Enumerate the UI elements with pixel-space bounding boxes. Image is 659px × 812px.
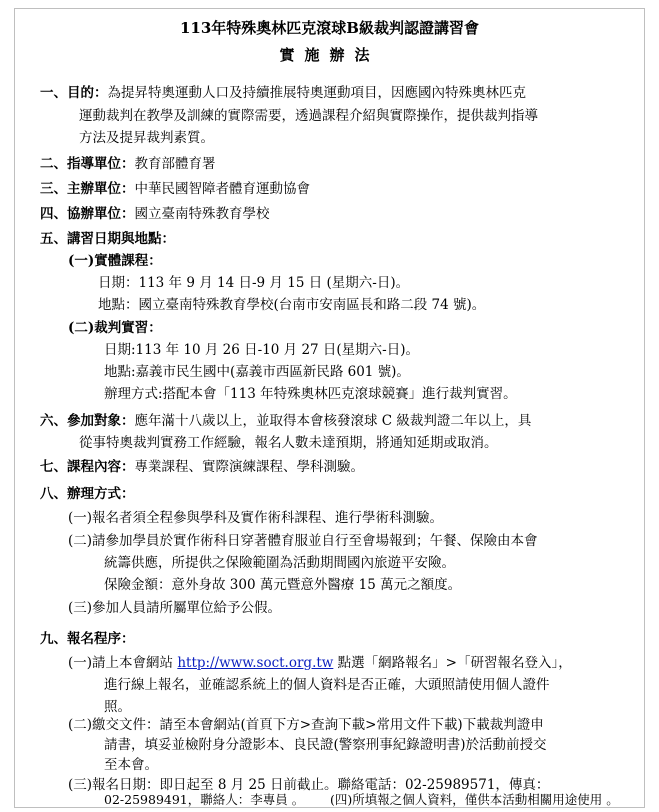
section-6-label: 參加對象： [67,413,135,429]
section-9-label: 報名程序： [67,631,135,647]
section-1-line-3: 方法及提昇裁判素質。 [79,130,214,146]
section-5-b-label: (二)裁判實習： [68,320,162,336]
section-1-label: 目的： [67,85,108,101]
section-8-item-1: (一)報名者須全程參與學科及實作術科課程、進行學術科測驗。 [68,510,444,526]
document-title: 113年特殊奧林匹克滾球B級裁判認證講習會 [180,19,479,37]
section-9-item-3-line-2: 02-25989491，聯絡人：李專員 。 [104,792,305,807]
section-5-a-date: 日期：113 年 9 月 14 日-9 月 15 日 (星期六-日)。 [98,275,410,291]
section-3-label: 主辦單位： [67,181,135,197]
section-3-number: 三、 [40,181,67,197]
section-4-label: 協辦單位： [67,206,135,222]
section-9-item-1-line-1 [68,651,572,671]
section-3 [40,177,310,197]
website-link[interactable]: http://www.soct.org.tw [177,655,334,671]
section-1-line-2: 運動裁判在教學及訓練的實際需要，透過課程介紹與實際操作，提供裁判指導 [79,108,538,124]
section-9-item-2-line-1: (二)繳交文件：請至本會網站(首頁下方>查詢下載>常用文件下載)下載裁判證申 [68,717,544,733]
section-8-item-3: (三)參加人員請所屬單位給予公假。 [68,600,282,616]
section-6-line-1 [40,409,531,429]
section-9-item-1-line-2: 進行線上報名，並確認系統上的個人資料是否正確，大頭照請使用個人證件 [104,677,550,693]
section-6-number: 六、 [40,413,67,429]
section-6-line-2: 從事特奧裁判實務工作經驗，報名人數未達預期，將通知延期或取消。 [79,435,498,451]
section-9-item-1-prefix: (一)請上本會網站 [68,655,178,671]
section-7-text: 專業課程、實際演練課程、學科測驗。 [134,459,364,475]
section-7-label: 課程內容： [67,459,135,475]
section-8-number: 八、 [40,486,67,502]
section-1-line-1 [40,81,526,101]
section-8-item-2-line-1: (二)請參加學員於實作術科日穿著體育服並自行至會場報到；午餐、保險由本會 [68,533,538,549]
section-3-text: 中華民國智障者體育運動協會 [134,181,310,197]
section-8-item-2-line-3: 保險金額：意外身故 300 萬元暨意外醫療 15 萬元之額度。 [104,577,462,593]
section-9-item-3-line-1: (三)報名日期：即日起至 8 月 25 日前截止。聯絡電話：02-25989571，傳真： [68,777,550,793]
section-5-heading [40,227,175,247]
section-5-a-place: 地點：國立臺南特殊教育學校(台南市安南區長和路二段 74 號)。 [98,297,486,313]
section-1-text: 為提昇特奧運動人口及持續推展特奧運動項目，因應國內特殊奧林匹克 [107,85,526,101]
section-4-text: 國立臺南特殊教育學校 [134,206,270,222]
section-5-b-place: 地點:嘉義市民生國中(嘉義市西區新民路 601 號)。 [104,364,410,380]
section-2-number: 二、 [40,156,67,172]
section-7 [40,455,364,475]
section-9-item-4: (四)所填報之個人資料，僅供本活動相關用途使用 。 [330,792,619,807]
section-5-b-date: 日期:113 年 10 月 26 日-10 月 27 日(星期六-日)。 [104,342,420,358]
section-6-text: 應年滿十八歲以上，並取得本會核發滾球 C 級裁判證二年以上，具 [134,413,532,429]
section-8-heading [40,482,135,502]
section-5-label: 講習日期與地點： [67,231,175,247]
section-5-a-label: (一)實體課程： [68,253,162,269]
section-7-number: 七、 [40,459,67,475]
section-5-number: 五、 [40,231,67,247]
section-1-number: 一、 [40,85,67,101]
section-2-label: 指導單位： [67,156,135,172]
section-4-number: 四、 [40,206,67,222]
document-subtitle: 實施辦法 [279,46,380,64]
section-4 [40,202,270,222]
section-2 [40,152,216,172]
section-9-heading [40,627,135,647]
section-8-label: 辦理方式： [67,486,135,502]
section-9-item-2-line-3: 至本會。 [104,757,158,773]
section-9-item-1-line-3: 照。 [104,699,131,715]
section-9-item-2-line-2: 請書，填妥並檢附身分證影本、良民證(警察刑事紀錄證明書)於活動前授交 [104,737,547,753]
section-9-item-1-suffix: 點選「網路報名」>「研習報名登入」， [333,655,572,671]
section-8-item-2-line-2: 統籌供應，所提供之保險範圍為活動期間國內旅遊平安險。 [104,555,455,571]
section-9-number: 九、 [40,631,67,647]
section-2-text: 教育部體育署 [134,156,216,172]
section-5-b-method: 辦理方式:搭配本會「113 年特殊奧林匹克滾球競賽」進行裁判實習。 [104,386,517,402]
